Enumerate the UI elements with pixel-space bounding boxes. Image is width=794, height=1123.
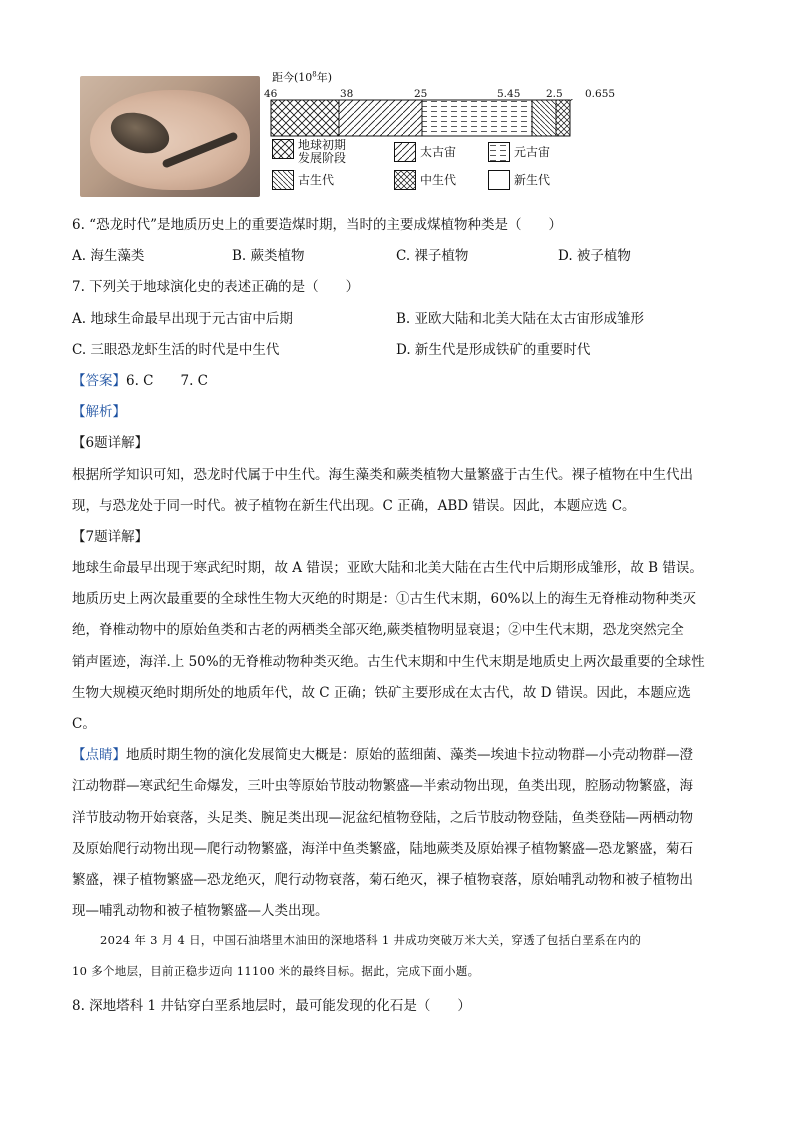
tadpole-shrimp-photo [80,76,260,197]
answer-text: 6. C 7. C [126,373,209,389]
answer-line [72,369,208,389]
legend-item [488,170,550,190]
chart-legend [272,139,572,197]
detail-6-tag: 【6题详解】 [72,435,149,451]
question-7-option-b: B. 亚欧大陆和北美大陆在太古宙形成雏形 [396,311,645,327]
question-7-option-a: A. 地球生命最早出现于元古宙中后期 [72,311,293,327]
detail-7-line: 绝，脊椎动物中的原始鱼类和古老的两栖类全部灭绝,蕨类植物明显衰退；②中生代末期，恐龙突然完全 [72,622,684,638]
question-6-option-c: C. 裸子植物 [396,248,469,264]
legend-swatch-crosshatch [272,139,294,159]
detail-7-line: 销声匿迹，海洋.上 50%的无脊椎动物种类灭绝。古生代末期和中生代末期是地质史上两次最重要的全球性 [72,654,705,670]
legend-swatch-backdiagonal [272,170,294,190]
tick-label: 5.45 [497,88,521,100]
question-8-stem: 8. 深地塔科 1 井钻穿白垩系地层时，最可能发现的化石是（ ） [72,998,471,1014]
detail-7-tag: 【7题详解】 [72,529,149,545]
question-6-stem: 6. “恐龙时代”是地质历史上的重要造煤时期，当时的主要成煤植物种类是（ ） [72,217,562,233]
answer-tag: 【答案】 [72,373,126,389]
legend-swatch-dashes [488,142,510,162]
question-6-option-b: B. 蕨类植物 [232,248,305,264]
question-6-option-d: D. 被子植物 [558,248,631,264]
tips-tag: 【点睛】 [72,747,126,763]
tips-line: 及原始爬行动物出现—爬行动物繁盛，海洋中鱼类繁盛，陆地蕨类及原始裸子植物繁盛—恐龙繁盛，菊石 [72,841,693,857]
chart-title [272,69,332,85]
tips-text: 地质时期生物的演化发展简史大概是：原始的蓝细菌、藻类—埃迪卡拉动物群—小壳动物群—澄 [126,747,693,763]
tick-label: 0.655 [585,88,616,100]
legend-label: 中生代 [420,173,457,187]
chart-title-exponent: 8 [312,70,317,79]
tips-line: 江动物群—寒武纪生命爆发，三叶虫等原始节肢动物繁盛—半索动物出现，鱼类出现，腔肠动物繁盛，海 [72,778,693,794]
chart-title-suffix: 年) [316,71,333,84]
tips-line [72,743,693,763]
chart-title-prefix: 距今(10 [272,71,313,84]
timeline-bar [270,99,590,139]
detail-7-line: C。 [72,716,96,732]
legend-label: 元古宙 [514,145,551,159]
tick-label: 46 [264,88,278,100]
tick-label: 38 [340,88,354,100]
tips-line: 洋节肢动物开始衰落，头足类、腕足类出现—泥盆纪植物登陆，之后节肢动物登陆，鱼类登陆—两栖动物 [72,810,693,826]
legend-swatch-blank [488,170,510,190]
legend-swatch-diamond [394,170,416,190]
legend-label: 发展阶段 [298,151,347,165]
timeline-segment [532,100,556,136]
legend-item [272,139,346,165]
legend-swatch-diagonal [394,142,416,162]
analysis-tag-text: 【解析】 [72,404,126,420]
tick-pointer [570,99,582,101]
legend-label: 太古宙 [420,145,457,159]
tick-label: 25 [414,88,428,100]
detail-7-line: 生物大规模灭绝时期所处的地质年代，故 C 正确；铁矿主要形成在太古代，故 D 错误。因此，本题应选 [72,685,691,701]
legend-item [394,170,456,190]
legend-item [272,170,334,190]
timeline-segment [422,100,532,136]
legend-item [394,142,456,162]
timeline-segment [556,100,570,136]
question-7-stem: 7. 下列关于地球演化史的表述正确的是（ ） [72,279,360,295]
tips-line: 繁盛，裸子植物繁盛—恐龙绝灭，爬行动物衰落，菊石绝灭，裸子植物衰落，原始哺乳动物和被子植物出 [72,872,693,888]
timeline-segment [271,100,339,136]
legend-label: 地球初期 [298,138,347,152]
question-7-option-c: C. 三眼恐龙虾生活的时代是中生代 [72,342,280,358]
legend-item [488,142,550,162]
detail-7-line: 地质历史上两次最重要的全球性生物大灭绝的时期是：①古生代末期，60%以上的海生无脊椎动物种类灭 [72,591,697,607]
detail-7-line: 地球生命最早出现于寒武纪时期，故 A 错误；亚欧大陆和北美大陆在古生代中后期形成雏形，故 B 错误。 [72,560,703,576]
question-6-option-a: A. 海生藻类 [72,248,145,264]
question-7-option-d: D. 新生代是形成铁矿的重要时代 [396,342,591,358]
analysis-tag [72,400,126,420]
passage-line: 10 多个地层，目前正稳步迈向 11100 米的最终目标。据此，完成下面小题。 [72,964,480,978]
tick-label: 2.5 [546,88,563,100]
passage-line: 2024 年 3 月 4 日，中国石油塔里木油田的深地塔科 1 井成功突破万米大关，穿透了包括白垩系在内的 [100,933,642,947]
timeline-segment [339,100,422,136]
detail-6-line: 现，与恐龙处于同一时代。被子植物在新生代出现。C 正确，ABD 错误。因此，本题应选 C。 [72,498,636,514]
legend-label: 古生代 [298,173,335,187]
legend-label: 新生代 [514,173,551,187]
detail-6-line: 根据所学知识可知，恐龙时代属于中生代。海生藻类和蕨类植物大量繁盛于古生代。裸子植物在中生代出 [72,467,693,483]
tips-line: 现—哺乳动物和被子植物繁盛—人类出现。 [72,903,329,919]
